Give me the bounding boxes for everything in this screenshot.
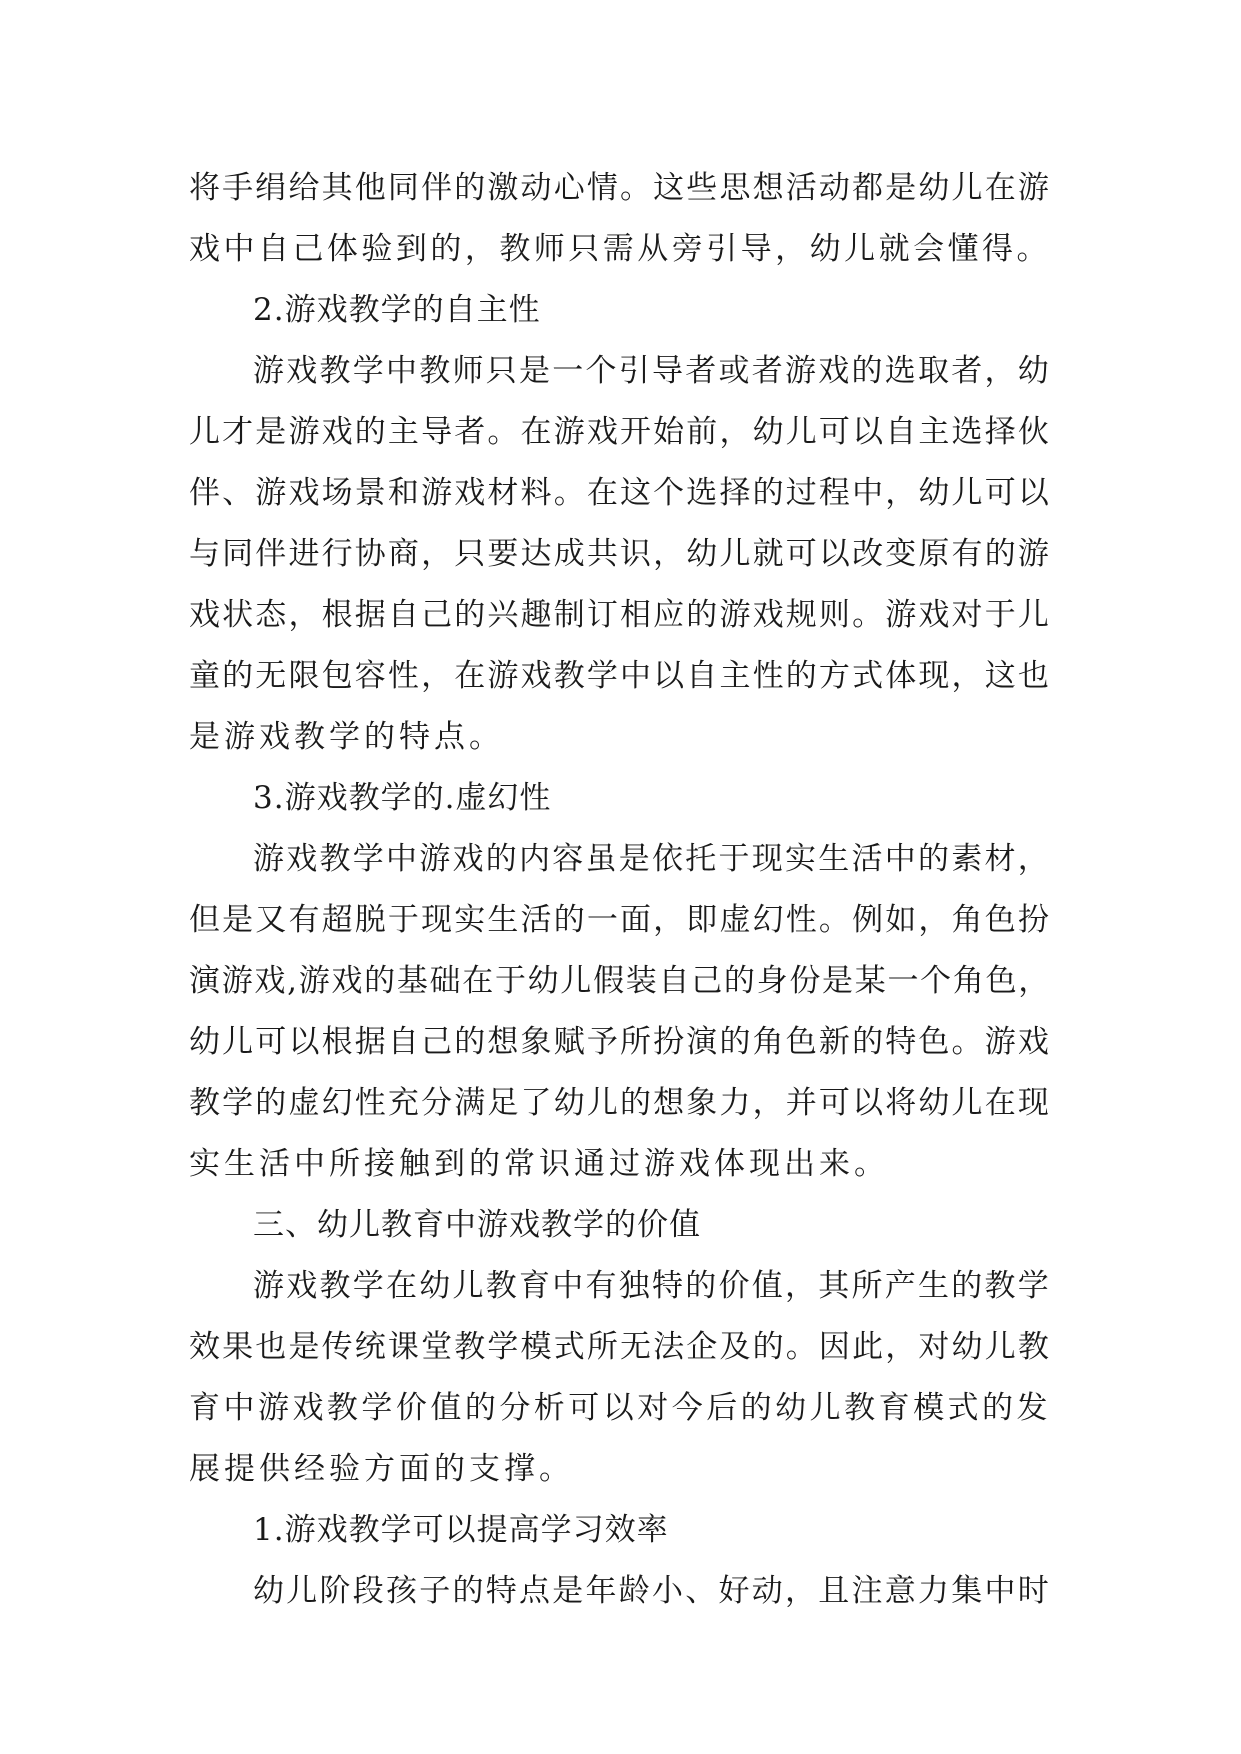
text-line: 与同伴进行协商，只要达成共识，幼儿就可以改变原有的游 — [189, 536, 1051, 572]
section-heading: 2.游戏教学的自主性 — [253, 292, 541, 328]
paragraph-start: 游戏教学中游戏的内容虽是依托于现实生活中的素材， — [253, 841, 1051, 877]
text-line: 教学的虚幻性充分满足了幼儿的想象力，并可以将幼儿在现 — [189, 1085, 1051, 1121]
text-line: 育中游戏教学价值的分析可以对今后的幼儿教育模式的发 — [189, 1390, 1051, 1426]
text-line: 童的无限包容性，在游戏教学中以自主性的方式体现，这也 — [189, 658, 1051, 694]
text-line: 儿才是游戏的主导者。在游戏开始前，幼儿可以自主选择伙 — [189, 414, 1051, 450]
text-line: 戏状态，根据自己的兴趣制订相应的游戏规则。游戏对于儿 — [189, 597, 1051, 633]
paragraph-start: 幼儿阶段孩子的特点是年龄小、好动，且注意力集中时 — [253, 1573, 1051, 1609]
section-heading: 三、幼儿教育中游戏教学的价值 — [253, 1207, 701, 1243]
text-line: 将手绢给其他同伴的激动心情。这些思想活动都是幼儿在游 — [189, 170, 1051, 206]
text-line: 展提供经验方面的支撑。 — [189, 1451, 574, 1487]
paragraph-start: 游戏教学中教师只是一个引导者或者游戏的选取者，幼 — [253, 353, 1051, 389]
text-line: 是游戏教学的特点。 — [189, 719, 504, 755]
text-line: 效果也是传统课堂教学模式所无法企及的。因此，对幼儿教 — [189, 1329, 1051, 1365]
text-line: 演游戏,游戏的基础在于幼儿假装自己的身份是某一个角色， — [189, 963, 1051, 999]
body-text — [189, 158, 1051, 1622]
text-line: 伴、游戏场景和游戏材料。在这个选择的过程中，幼儿可以 — [189, 475, 1051, 511]
text-line: 戏中自己体验到的，教师只需从旁引导，幼儿就会懂得。 — [189, 231, 1051, 267]
section-heading: 3.游戏教学的.虚幻性 — [253, 780, 552, 816]
paragraph-start: 游戏教学在幼儿教育中有独特的价值，其所产生的教学 — [253, 1268, 1051, 1304]
text-line: 实生活中所接触到的常识通过游戏体现出来。 — [189, 1146, 889, 1182]
section-heading: 1.游戏教学可以提高学习效率 — [253, 1512, 669, 1548]
text-line: 但是又有超脱于现实生活的一面，即虚幻性。例如，角色扮 — [189, 902, 1051, 938]
text-line: 幼儿可以根据自己的想象赋予所扮演的角色新的特色。游戏 — [189, 1024, 1051, 1060]
